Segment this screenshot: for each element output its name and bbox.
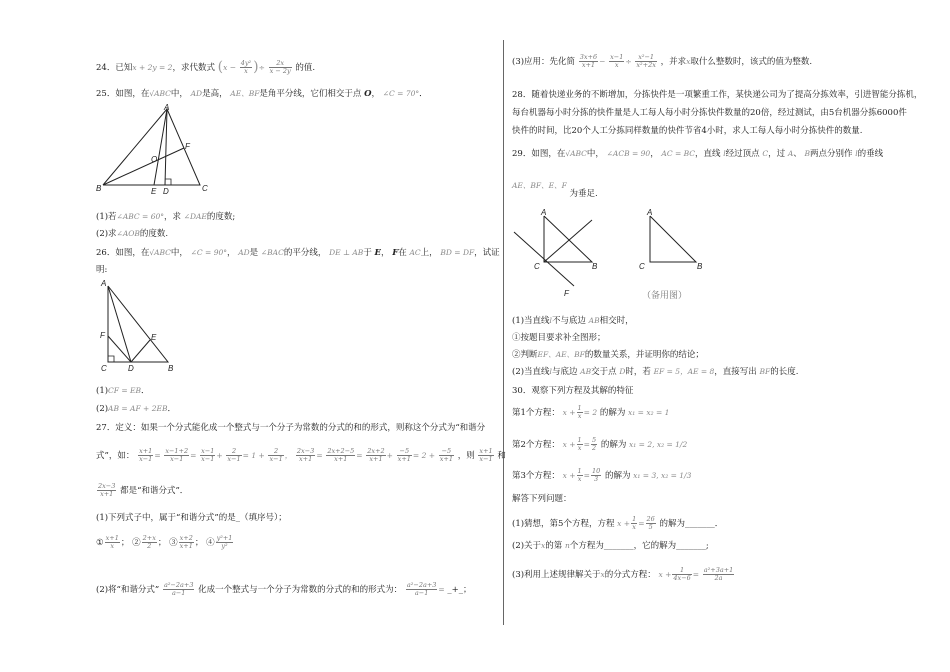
question-27-part-3: (3)应用：先化简 $\frac{3x+6}{x+1}$ − $\frac{x-1}{x}$ ÷ $\frac{\text{x²−1}}{\text{x²+2x}}$ ，并求x取什么整数时，该式的值为整数. [512, 53, 813, 70]
question-30: 30．观察下列方程及其解的特征 [512, 386, 634, 396]
figure-triangle-abc-25 [96, 102, 216, 194]
svg-text:D: D [163, 187, 169, 194]
equation-1: 第1个方程： x + $\frac{1}{x}$ = 2 的解为 x₁ = x₂ = 1 [512, 404, 670, 421]
equation-3: 第3个方程： x + $\frac{1}{x}$ = $\frac{10}{3}$ 的解为 x₁ = 3, x₂ = 1/3 [512, 467, 692, 484]
question-26-part-1: (1)CF = EB． [96, 386, 150, 396]
question-27-part-2: (2)将“和谐分式” $\frac{\text{a²−2a+3}}{a-1}$ 化成一个整式与一个分子为常数的分式的和的形式为： $\frac{\text{a²−2a+3}}{a-1}$ = _+_； [96, 581, 472, 598]
question-28-line-3: 快件的时间，比20个人工分拣同样数量的快件节省4小时，求人工每人每小时分拣快件的数量. [512, 126, 863, 136]
svg-text:F: F [564, 289, 569, 298]
svg-text:A: A [101, 280, 107, 288]
question-25-part-2: (2)求∠AOB的度数. [96, 229, 169, 239]
question-29-part-2: (2)当直线l与底边 AB交于点 D时，若 EF = 5，AE = 8，直接写出 BF的长度. [512, 367, 799, 377]
fraction: $\frac{2x}{x - 2y}$ [269, 58, 291, 75]
svg-text:B: B [697, 262, 703, 271]
svg-text:A: A [164, 103, 170, 112]
question-29-step-2: ②判断EF、AE、BF的数量关系，并证明你的结论； [512, 350, 704, 360]
question-24: 24．已知x + 2y = 2，求代数式 (x − $\frac{\text{4y²}}{x}$ )÷ $\frac{2x}{x - 2y}$ 的值. [96, 58, 316, 75]
svg-text:C: C [534, 262, 540, 271]
question-26-line-2: 明: [96, 265, 108, 275]
question-27-examples: 式”，如： $\frac{x+1}{x-1}$ = $\frac{x-1+2}{x-1}$ = $\frac{x-1}{x-1}$ + $\frac{2}{x-1}$ = 1 + $\frac{2}{x-1}$ ， $\frac{2x-3}{x+1}$ = $\frac{2x+2-5}{x+1}$ = $\frac{2x+2}{x+1}$ + $\frac{-5}{x+1}$ = 2 + $\frac{-5}{x+1}$ ，则 $\frac{x+1}{x-1}$ 和 [96, 447, 506, 464]
figure-question-29 [512, 206, 722, 306]
svg-text:C: C [202, 184, 208, 193]
question-26: 26．如图，在√ABC中， ∠C = 90°， AD是 ∠BAC的平分线， DE ⊥ AB于 E， F在 AC上， BD = DF，试证 [96, 248, 500, 258]
svg-text:F: F [100, 331, 105, 340]
figure-triangle-abc-26 [98, 280, 178, 376]
svg-text:C: C [101, 364, 107, 373]
column-divider [503, 40, 504, 625]
question-28: 28．随着快递业务的不断增加，分拣快件是一项繁重工作，某快递公司为了提高分拣效率，引进智能分拣机， [512, 90, 923, 100]
question-28-line-2: 每台机器每小时分拣的快件量是人工每人每小时分拣快件数量的20倍，经过测试，由5台机器分拣6000件 [512, 108, 907, 118]
solve-prompt: 解答下列问题： [512, 494, 572, 504]
svg-text:E: E [151, 187, 157, 194]
svg-text:A: A [541, 208, 547, 217]
question-25: 25．如图，在√ABC中， AD是高， AE、BF是角平分线，它们相交于点 O， ∠C = 70°． [96, 89, 428, 99]
svg-text:F: F [185, 142, 190, 151]
equation-2: 第2个方程： x + $\frac{1}{x}$ = $\frac{5}{2}$ 的解为 x₁ = 2, x₂ = 1/2 [512, 436, 688, 453]
question-30-part-1: (1)猜想，第5个方程，方程 x + $\frac{1}{x}$ = $\frac{26}{5}$ 的解为_______． [512, 515, 724, 532]
question-27-part-1: (1)下列式子中，属于“和谐分式”的是_（填序号）； [96, 513, 287, 523]
svg-text:E: E [151, 333, 157, 342]
svg-text:C: C [639, 262, 645, 271]
svg-text:A: A [647, 208, 653, 217]
svg-text:D: D [128, 364, 134, 373]
question-26-part-2: (2)AB = AF + 2EB． [96, 404, 176, 414]
svg-text:O: O [151, 155, 158, 164]
spare-figure-caption: （备用图） [642, 290, 688, 300]
question-30-part-2: (2)关于x的第 n个方程为_______，它的解为_______; [512, 541, 709, 551]
svg-text:B: B [168, 364, 174, 373]
question-27: 27．定义：如果一个分式能化成一个整式与一个分子为常数的分式的和的形式，则称这个分式为“和谐分 [96, 423, 486, 433]
fraction: $\frac{\text{4y²}}{x}$ [240, 58, 252, 75]
svg-text:B: B [96, 184, 102, 193]
question-29-part-1: (1)当直线l不与底边 AB相交时， [512, 316, 634, 326]
question-29: 29．如图，在√ABC中， ∠ACB = 90， AC = BC，直线 l经过顶点 C，过 A、 B两点分别作 l的垂线 [512, 149, 884, 159]
question-29-step-1: ①按题目要求补全图形； [512, 333, 606, 343]
svg-text:B: B [592, 262, 598, 271]
question-30-part-3: (3)利用上述规律解关于x的分式方程： x + $\frac{1}{4x-6}$ = $\frac{\text{a²+3a+1}}{2a}$ [512, 566, 734, 583]
question-25-part-1: (1)若∠ABC = 60°，求 ∠DAE的度数; [96, 212, 236, 222]
question-29-line-2: AE、BF、E、F 为垂足. [512, 181, 598, 199]
question-27-options: ① $\frac{x+1}{x}$ ； ② $\frac{2+x}{2}$ ； ③ $\frac{x+2}{x+1}$ ； ④ $\frac{\text{y²+1}}{\text{y²}}$ [96, 534, 233, 551]
question-27-line-3: $\frac{2x-3}{x+1}$ 都是“和谐分式”． [98, 482, 189, 499]
